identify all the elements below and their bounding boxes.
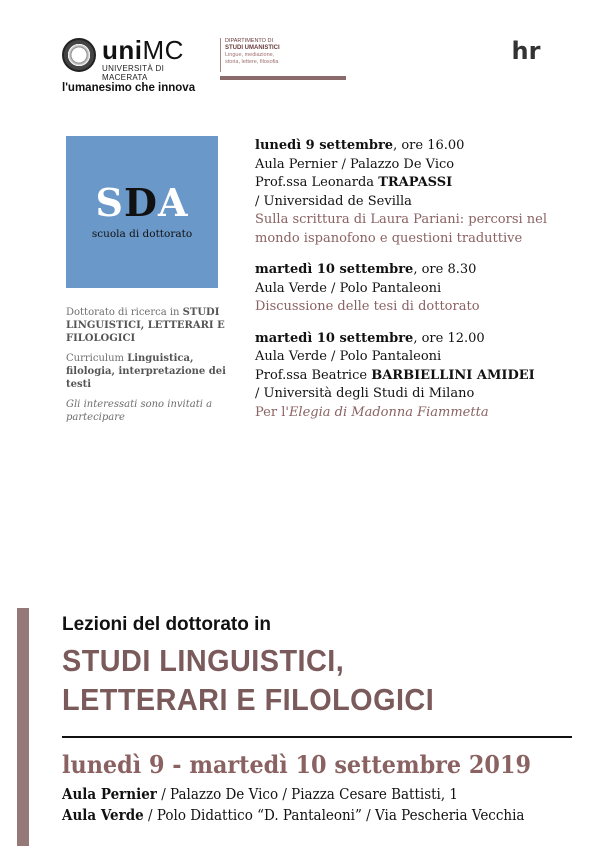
accent-side-bar: [17, 608, 29, 846]
invitation-line: Gli interessati sono invitati a partecipare: [66, 399, 213, 423]
event-speaker: Prof.ssa Leonarda TRAPASSI: [255, 175, 453, 190]
event-date: martedì 10 settembre: [255, 330, 414, 346]
doctorate-line: Dottorato di ricerca in STUDI LINGUISTICI, LETTERARI E FILOLOGICI: [66, 307, 225, 344]
dept-divider-bar: [220, 76, 346, 80]
dept-line1: DIPARTIMENTO DI: [225, 38, 273, 44]
dept-line3: Lingue, mediazione,: [225, 52, 275, 58]
event-affiliation: / Università degli Studi di Milano: [255, 386, 475, 401]
uni-subtitle: UNIVERSITÀ DI MACERATA: [102, 64, 165, 82]
university-seal-icon: [62, 38, 96, 72]
event-affiliation: / Universidad de Sevilla: [255, 193, 412, 209]
program-title-line2: LETTERARI E FILOLOGICI: [62, 682, 435, 717]
unimc-logo: [62, 36, 212, 96]
uni-motto: l'umanesimo che innova: [62, 82, 196, 94]
event-place: Aula Verde / Polo Pantaleoni: [255, 349, 442, 364]
curriculum-line: Curriculum Linguistica, filologia, interpretazione dei testi: [66, 353, 226, 390]
venue-line-1: Aula Pernier / Palazzo De Vico / Piazza Cesare Battisti, 1: [62, 786, 459, 803]
hr-excellence-logo: [506, 38, 546, 80]
dept-line2: STUDI UMANISTICI: [225, 45, 280, 51]
event-dates: lunedì 9 - martedì 10 settembre 2019: [62, 750, 532, 779]
event-time: , ore 16.00: [393, 138, 465, 153]
event-item: [255, 137, 555, 248]
event-time: , ore 8.30: [413, 262, 477, 277]
left-info: [66, 306, 226, 431]
events-list: [255, 137, 555, 435]
sda-subtitle: scuola di dottorato: [91, 228, 193, 240]
event-topic: Per l'Elegia di Madonna Fiammetta: [255, 404, 489, 420]
dept-line4: storia, lettere, filosofia: [225, 59, 279, 65]
event-date: lunedì 9 settembre: [255, 138, 394, 153]
event-place: Aula Verde / Polo Pantaleoni: [255, 280, 442, 296]
sda-logo: [66, 136, 218, 288]
venue-line-2: Aula Verde / Polo Didattico “D. Pantaleoni” / Via Pescheria Vecchia: [62, 807, 525, 824]
event-place: Aula Pernier / Palazzo De Vico: [255, 156, 455, 172]
event-topic: Discussione delle tesi di dottorato: [255, 299, 480, 314]
event-date: martedì 10 settembre: [255, 262, 414, 277]
department-logo: [220, 38, 346, 72]
divider-rule: [62, 736, 572, 738]
event-time: , ore 12.00: [413, 330, 485, 346]
event-topic: Sulla scrittura di Laura Pariani: percorsi nel mondo ispanofono e questioni traduttive: [255, 212, 547, 246]
event-item: [255, 330, 555, 423]
uni-wordmark: uniMC: [102, 35, 184, 65]
hr-logo-icon: hr: [511, 37, 541, 65]
program-title-line1: STUDI LINGUISTICI,: [62, 643, 345, 678]
sda-letters: SDA: [95, 180, 189, 225]
event-item: [255, 261, 555, 317]
lessons-heading: Lezioni del dottorato in: [62, 614, 271, 635]
event-speaker: Prof.ssa Beatrice BARBIELLINI AMIDEI: [255, 367, 535, 383]
